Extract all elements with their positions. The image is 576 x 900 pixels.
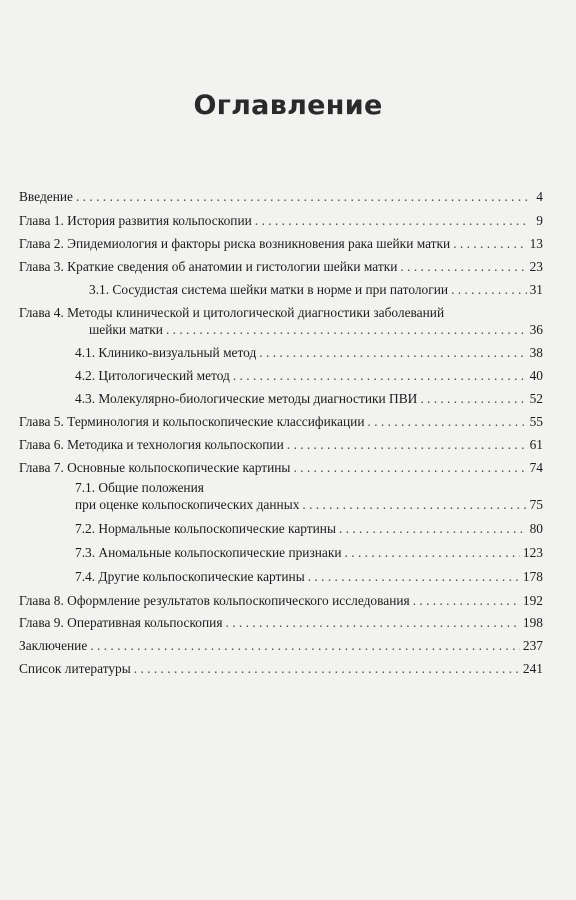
toc-entry-title: шейки матки [89,322,163,337]
toc-entry-title: при оценке кольпоскопических данных [75,497,300,512]
toc-entry-page: 40 [529,368,543,383]
toc-entry [75,345,543,361]
toc-entry-page: 178 [522,569,543,584]
leader-dots [293,460,526,476]
toc-entry [19,414,543,430]
toc-entry-title: Глава 8. Оформление результатов кольпоскопического исследования [19,593,410,608]
leader-dots [368,414,527,430]
toc-entry [75,497,543,513]
toc-entry-page: 52 [529,391,543,406]
toc-entry [75,545,543,561]
leader-dots [308,569,520,585]
toc-entry-page: 4 [536,189,543,204]
toc-entry-page: 198 [522,615,543,630]
toc-entry [19,661,543,677]
toc-entry [19,437,543,453]
toc-entry-page: 123 [522,545,543,560]
toc-entry-page: 55 [529,414,543,429]
toc-entry [19,593,543,609]
toc-entry-page: 241 [522,661,543,676]
toc-entry [75,521,543,537]
leader-dots [345,545,520,561]
toc-entry-title: 4.1. Клинико-визуальный метод [75,345,257,360]
toc-entry [19,236,543,252]
leader-dots [90,638,520,654]
leader-dots [400,259,526,275]
page-title: Оглавление [193,90,383,121]
toc-entry [89,282,543,298]
toc-entry-title: 7.4. Другие кольпоскопические картины [75,569,305,584]
leader-dots [451,282,527,298]
toc-entry-page: 75 [529,497,543,512]
toc-entry [19,460,543,476]
toc-entry-title: Глава 5. Терминология и кольпоскопические классификации [19,414,365,429]
toc-entry-title: 4.2. Цитологический метод [75,368,230,383]
leader-dots [259,345,526,361]
toc-entry-page: 9 [536,213,543,228]
leader-dots [420,391,526,407]
toc-entry-title: Список литературы [19,661,131,676]
toc-entry-page: 80 [529,521,543,536]
toc-entry-title-line1: 7.1. Общие положения [75,480,204,495]
toc-entry-title: 4.3. Молекулярно-биологические методы диагностики ПВИ [75,391,418,406]
leader-dots [287,437,527,453]
leader-dots [453,236,526,252]
toc-entry-title-line1: Глава 4. Методы клинической и цитологической диагностики заболеваний [19,305,445,320]
toc-entry [19,189,543,205]
toc-entry [19,259,543,275]
leader-dots [339,521,527,537]
toc-entry-page: 36 [529,322,543,337]
toc-entry-title: Введение [19,189,73,204]
toc-entry-page: 192 [522,593,543,608]
leader-dots [255,213,530,229]
toc-entry-title: Глава 9. Оперативная кольпоскопия [19,615,223,630]
leader-dots [226,615,520,631]
toc-entry-title: Глава 6. Методика и технология кольпоскопии [19,437,284,452]
toc-entry-page: 74 [529,460,543,475]
leader-dots [233,368,527,384]
leader-dots [134,661,520,677]
toc-entry [75,368,543,384]
toc-entry-title: 3.1. Сосудистая система шейки матки в норме и при патологии [89,282,449,297]
toc-entry-page: 61 [529,437,543,452]
toc-entry-page: 237 [522,638,543,653]
toc-entry-title: Заключение [19,638,88,653]
toc-entry-title: Глава 7. Основные кольпоскопические картины [19,460,291,475]
toc-entry [19,638,543,654]
toc-entry-page: 31 [529,282,543,297]
toc-entry [19,615,543,631]
toc-entry-title: Глава 2. Эпидемиология и факторы риска возникновения рака шейки матки [19,236,451,251]
toc-entry-title: Глава 3. Краткие сведения об анатомии и гистологии шейки матки [19,259,398,274]
leader-dots [413,593,520,609]
leader-dots [166,322,527,338]
toc-entry [89,322,543,338]
toc-entry-page: 23 [529,259,543,274]
toc-entry-page: 38 [529,345,543,360]
toc-entry-title: Глава 1. История развития кольпоскопии [19,213,252,228]
toc-entry [75,391,543,407]
toc-entry [19,213,543,229]
leader-dots [76,189,530,205]
leader-dots [302,497,526,513]
toc-entry [75,569,543,585]
toc-entry-title: 7.3. Аномальные кольпоскопические признаки [75,545,342,560]
toc-entry-title: 7.2. Нормальные кольпоскопические картины [75,521,336,536]
toc-entry-page: 13 [529,236,543,251]
